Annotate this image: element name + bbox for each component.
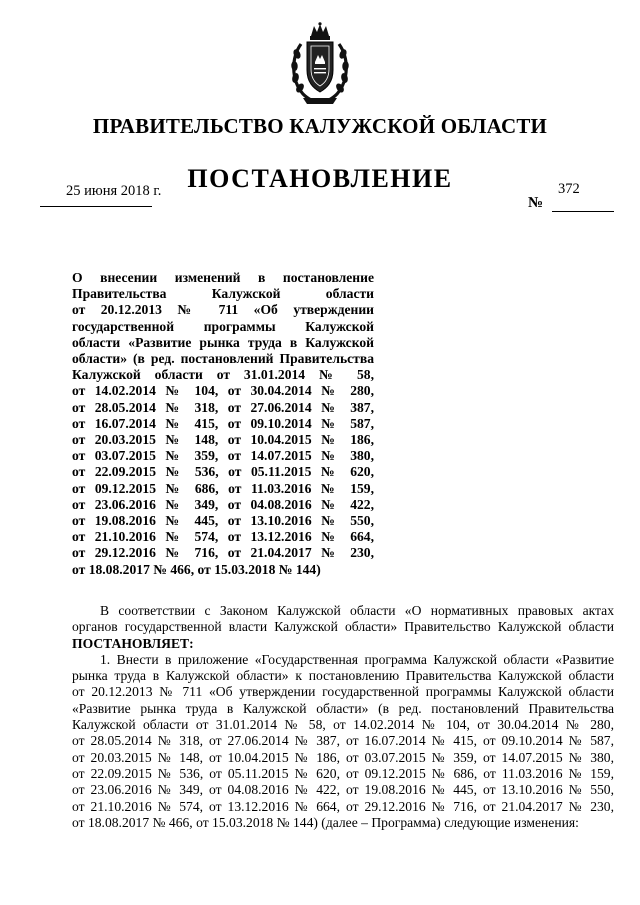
subject-line: от 14.02.2014 № 104, от 30.04.2014 № 280, [72,383,374,399]
subject-line: от 03.07.2015 № 359, от 14.07.2015 № 380, [72,448,374,464]
item1-line: рынка труда в Калужской области» к постановлению Правительства Калужской области [72,668,614,684]
document-body [72,603,614,831]
item1-line: от 20.12.2013 № 711 «Об утверждении государственной программы Калужской области [72,684,614,700]
subject-line: от 28.05.2014 № 318, от 27.06.2014 № 387, [72,399,374,415]
subject-line: области «Развитие рынка труда в Калужской [72,334,374,350]
date-underline [40,206,152,207]
subject-line: от 29.12.2016 № 716, от 21.04.2017 № 230, [72,545,374,561]
subject-line: от 22.09.2015 № 536, от 05.11.2015 № 620, [72,464,374,480]
document-type-title: ПОСТАНОВЛЕНИЕ [187,164,453,193]
subject-line: от 21.10.2016 № 574, от 13.12.2016 № 664, [72,529,374,545]
item1-line: «Развитие рынка труда в Калужской области» (в ред. постановлений Правительства [72,700,614,716]
subject-line: от 20.12.2013 № 711 «Об утверждении [72,302,374,318]
subject-line: от 16.07.2014 № 415, от 09.10.2014 № 587, [72,415,374,431]
subject-line: от 19.08.2016 № 445, от 13.10.2016 № 550, [72,513,374,529]
number-label: № [528,195,544,211]
subject-line: области» (в ред. постановлений Правительства [72,351,374,367]
item1-line: от 22.09.2015 № 536, от 05.11.2015 № 620, от 09.12.2015 № 686, от 11.03.2016 № 159, [72,765,614,781]
subject-line: Правительства Калужской области [72,286,374,302]
number-underline [552,211,614,212]
coat-of-arms-icon [289,22,351,108]
organization-title: ПРАВИТЕЛЬСТВО КАЛУЖСКОЙ ОБЛАСТИ [92,114,548,138]
preamble-line: В соответствии с Законом Калужской области «О нормативных правовых актах [100,603,614,618]
subject-line: от 09.12.2015 № 686, от 11.03.2016 № 159, [72,480,374,496]
item1-line: от 20.03.2015 № 148, от 10.04.2015 № 186, от 03.07.2015 № 359, от 14.07.2015 № 380, [72,749,614,765]
subject-line: от 20.03.2015 № 148, от 10.04.2015 № 186, [72,432,374,448]
document-number: 372 [558,181,580,197]
item1-line: от 21.10.2016 № 574, от 13.12.2016 № 664, от 29.12.2016 № 716, от 21.04.2017 № 230, [72,798,614,814]
subject-line: О внесении изменений в постановление [72,270,374,285]
item1-line: Калужской области от 31.01.2014 № 58, от 14.02.2014 № 104, от 30.04.2014 № 280, [72,717,614,733]
document-subject [72,270,374,578]
item1-line: 1. Внести в приложение «Государственная программа Калужской области «Развитие [100,651,614,667]
decree-word: ПОСТАНОВЛЯЕТ: [72,635,194,651]
item1-line: от 23.06.2016 № 349, от 04.08.2016 № 422, от 19.08.2016 № 445, от 13.10.2016 № 550, [72,782,614,798]
item1-line: от 28.05.2014 № 318, от 27.06.2014 № 387, от 16.07.2014 № 415, от 09.10.2014 № 587, [72,733,614,749]
subject-line: от 18.08.2017 № 466, от 15.03.2018 № 144) [72,561,321,577]
subject-line: Калужской области от 31.01.2014 № 58, [72,367,374,383]
preamble-line: органов государственной власти Калужской области» Правительство Калужской области [72,619,614,635]
subject-line: от 23.06.2016 № 349, от 04.08.2016 № 422, [72,496,374,512]
subject-line: государственной программы Калужской [72,318,374,334]
item1-line: от 18.08.2017 № 466, от 15.03.2018 № 144) (далее – Программа) следующие изменения: [72,814,579,830]
document-date: 25 июня 2018 г. [66,183,162,199]
